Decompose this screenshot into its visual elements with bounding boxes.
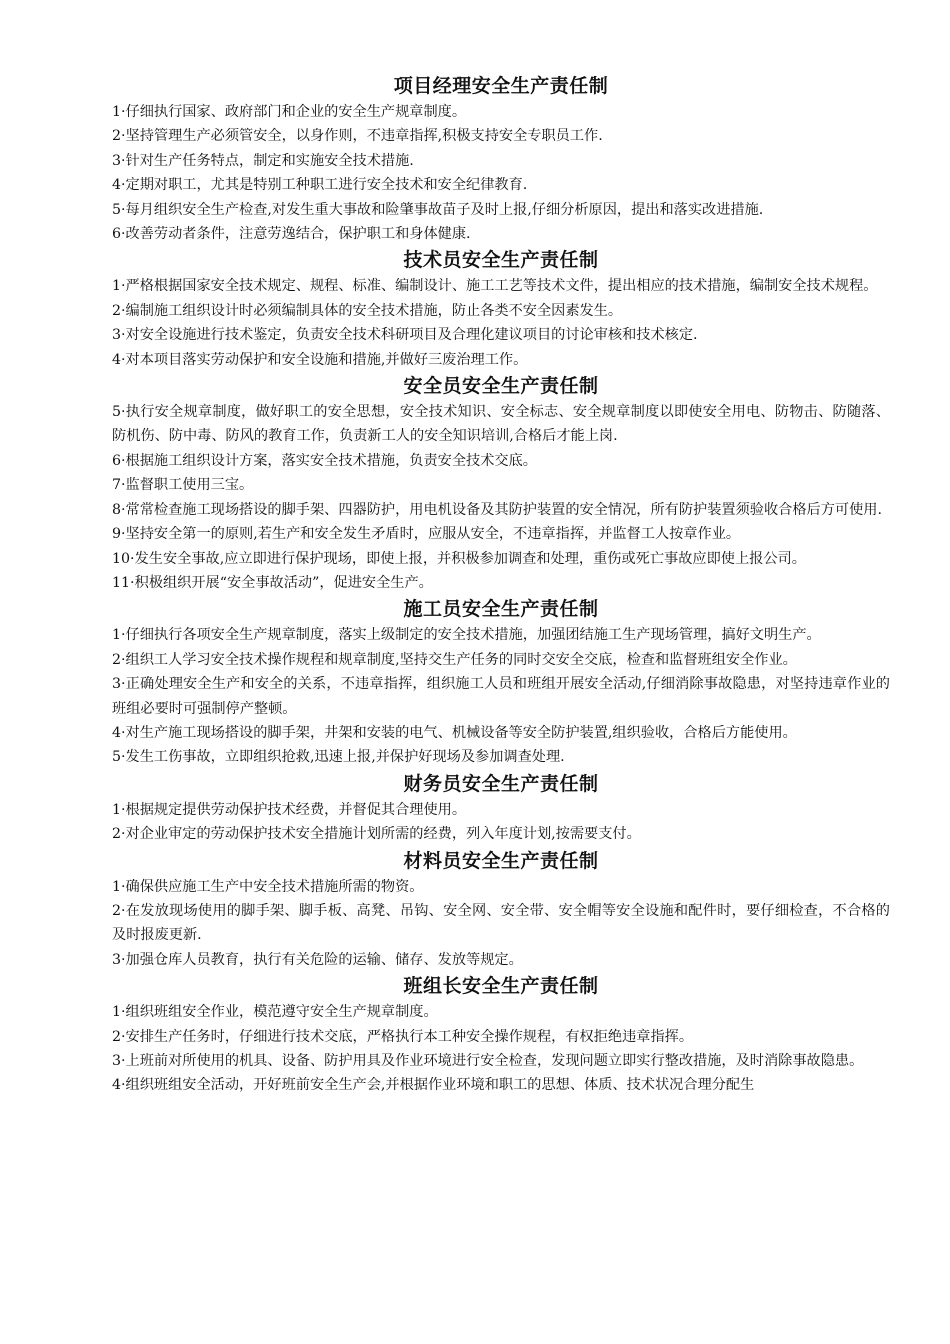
list-item: 1·仔细执行各项安全生产规章制度，落实上级制定的安全技术措施，加强团结施工生产现场管理，搞好文明生产。 (112, 627, 821, 644)
list-item: 3·针对生产任务特点，制定和实施安全技术措施. (112, 152, 414, 169)
list-item: 5·执行安全规章制度，做好职工的安全思想，安全技术知识、安全标志、安全规章制度以即使安全用电、防物击、防随落、防机伤、防中毒、防风的教育工作，负责新工人的安全知识培训,合格后才能上岗. (112, 404, 890, 445)
section-finance-officer (112, 770, 890, 847)
list-item: 2·安排生产任务时，仔细进行技术交底，严格执行本工种安全操作规程，有权拒绝违章指挥。 (112, 1028, 694, 1045)
section-construction-officer (112, 595, 890, 769)
list-item: 2·编制施工组织设计时必须编制具体的安全技术措施，防止各类不安全因素发生。 (112, 302, 623, 319)
list-item: 3·加强仓库人员教育，执行有关危险的运输、储存、发放等规定。 (112, 951, 523, 968)
list-item: 3·正确处理安全生产和安全的关系，不违章指挥，组织施工人员和班组开展安全活动,仔细消除事故隐患，对坚持违章作业的班组必要时可强制停产整顿。 (112, 676, 890, 717)
list-item: 2·在发放现场使用的脚手架、脚手板、高凳、吊钩、安全网、安全带、安全帽等安全设施和配件时，要仔细检查，不合格的及时报废更新. (112, 902, 890, 944)
list-item: 1·组织班组安全作业，模范遵守安全生产规章制度。 (112, 1004, 438, 1021)
section-technician (112, 246, 890, 372)
list-item: 2·组织工人学习安全技术操作规程和规章制度,坚持交生产任务的同时交安全交底，检查和监督班组安全作业。 (112, 651, 797, 668)
list-item: 2·坚持管理生产必须管安全，以身作则，不违章指挥,积极支持安全专职员工作. (112, 128, 603, 145)
list-item: 7·监督职工使用三宝。 (112, 477, 254, 494)
list-item: 10·发生安全事故,应立即进行保护现场，即使上报，并积极参加调查和处理，重伤或死亡事故应即使上报公司。 (112, 550, 806, 567)
list-item: 8·常常检查施工现场搭设的脚手架、四器防护，用电机设备及其防护装置的安全情况，所有防护装置须验收合格后方可使用. (112, 501, 882, 518)
list-item: 1·确保供应施工生产中安全技术措施所需的物资。 (112, 878, 424, 895)
section-project-manager (112, 72, 890, 246)
list-item: 2·对企业审定的劳动保护技术安全措施计划所需的经费，列入年度计划,按需要支付。 (112, 826, 641, 843)
list-item: 6·改善劳动者条件，注意劳逸结合，保护职工和身体健康. (112, 226, 471, 243)
section-title: 班组长安全生产责任制 (403, 975, 599, 998)
list-item: 4·对本项目落实劳动保护和安全设施和措施,并做好三废治理工作。 (112, 351, 528, 368)
list-item: 1·仔细执行国家、政府部门和企业的安全生产规章制度。 (112, 104, 467, 120)
list-item: 4·组织班组安全活动，开好班前安全生产会,并根据作业环境和职工的思想、体质、技术状况合理分配生 (112, 1077, 755, 1094)
list-item: 5·发生工伤事故，立即组织抢救,迅速上报,并保护好现场及参加调查处理. (112, 749, 565, 766)
section-title: 施工员安全生产责任制 (403, 598, 599, 621)
section-safety-officer (112, 372, 890, 595)
list-item: 5·每月组织安全生产检查,对发生重大事故和险肇事故苗子及时上报,仔细分析原因，提出和落实改进措施. (112, 201, 764, 218)
section-title: 材料员安全生产责任制 (403, 849, 599, 872)
section-materials-officer (112, 847, 890, 973)
section-title: 项目经理安全生产责任制 (393, 75, 609, 97)
list-item: 1·根据规定提供劳动保护技术经费，并督促其合理使用。 (112, 801, 467, 818)
document-page (112, 72, 890, 1098)
list-item: 9·坚持安全第一的原则,若生产和安全发生矛盾时，应服从安全，不违章指挥，并监督工人按章作业。 (112, 526, 741, 543)
section-title: 技术员安全生产责任制 (403, 249, 599, 272)
list-item: 6·根据施工组织设计方案，落实安全技术措施，负责安全技术交底。 (112, 452, 537, 469)
list-item: 4·对生产施工现场搭设的脚手架，井架和安装的电气、机械设备等安全防护装置,组织验收，合格后方能使用。 (112, 724, 797, 741)
list-item: 3·上班前对所使用的机具、设备、防护用具及作业环境进行安全检查，发现问题立即实行整改措施，及时消除事故隐患。 (112, 1053, 864, 1069)
list-item: 1·严格根据国家安全技术规定、规程、标准、编制设计、施工工艺等技术文件，提出相应的技术措施，编制安全技术规程。 (112, 278, 878, 295)
section-title: 安全员安全生产责任制 (403, 375, 599, 398)
list-item: 11·积极组织开展“安全事故活动”，促进安全生产。 (112, 574, 433, 591)
section-title: 财务员安全生产责任制 (403, 772, 599, 795)
section-team-leader (112, 972, 890, 1098)
list-item: 4·定期对职工，尤其是特别工种职工进行安全技术和安全纪律教育. (112, 177, 528, 194)
list-item: 3·对安全设施进行技术鉴定，负责安全技术科研项目及合理化建议项目的讨论审核和技术核定. (112, 327, 698, 344)
